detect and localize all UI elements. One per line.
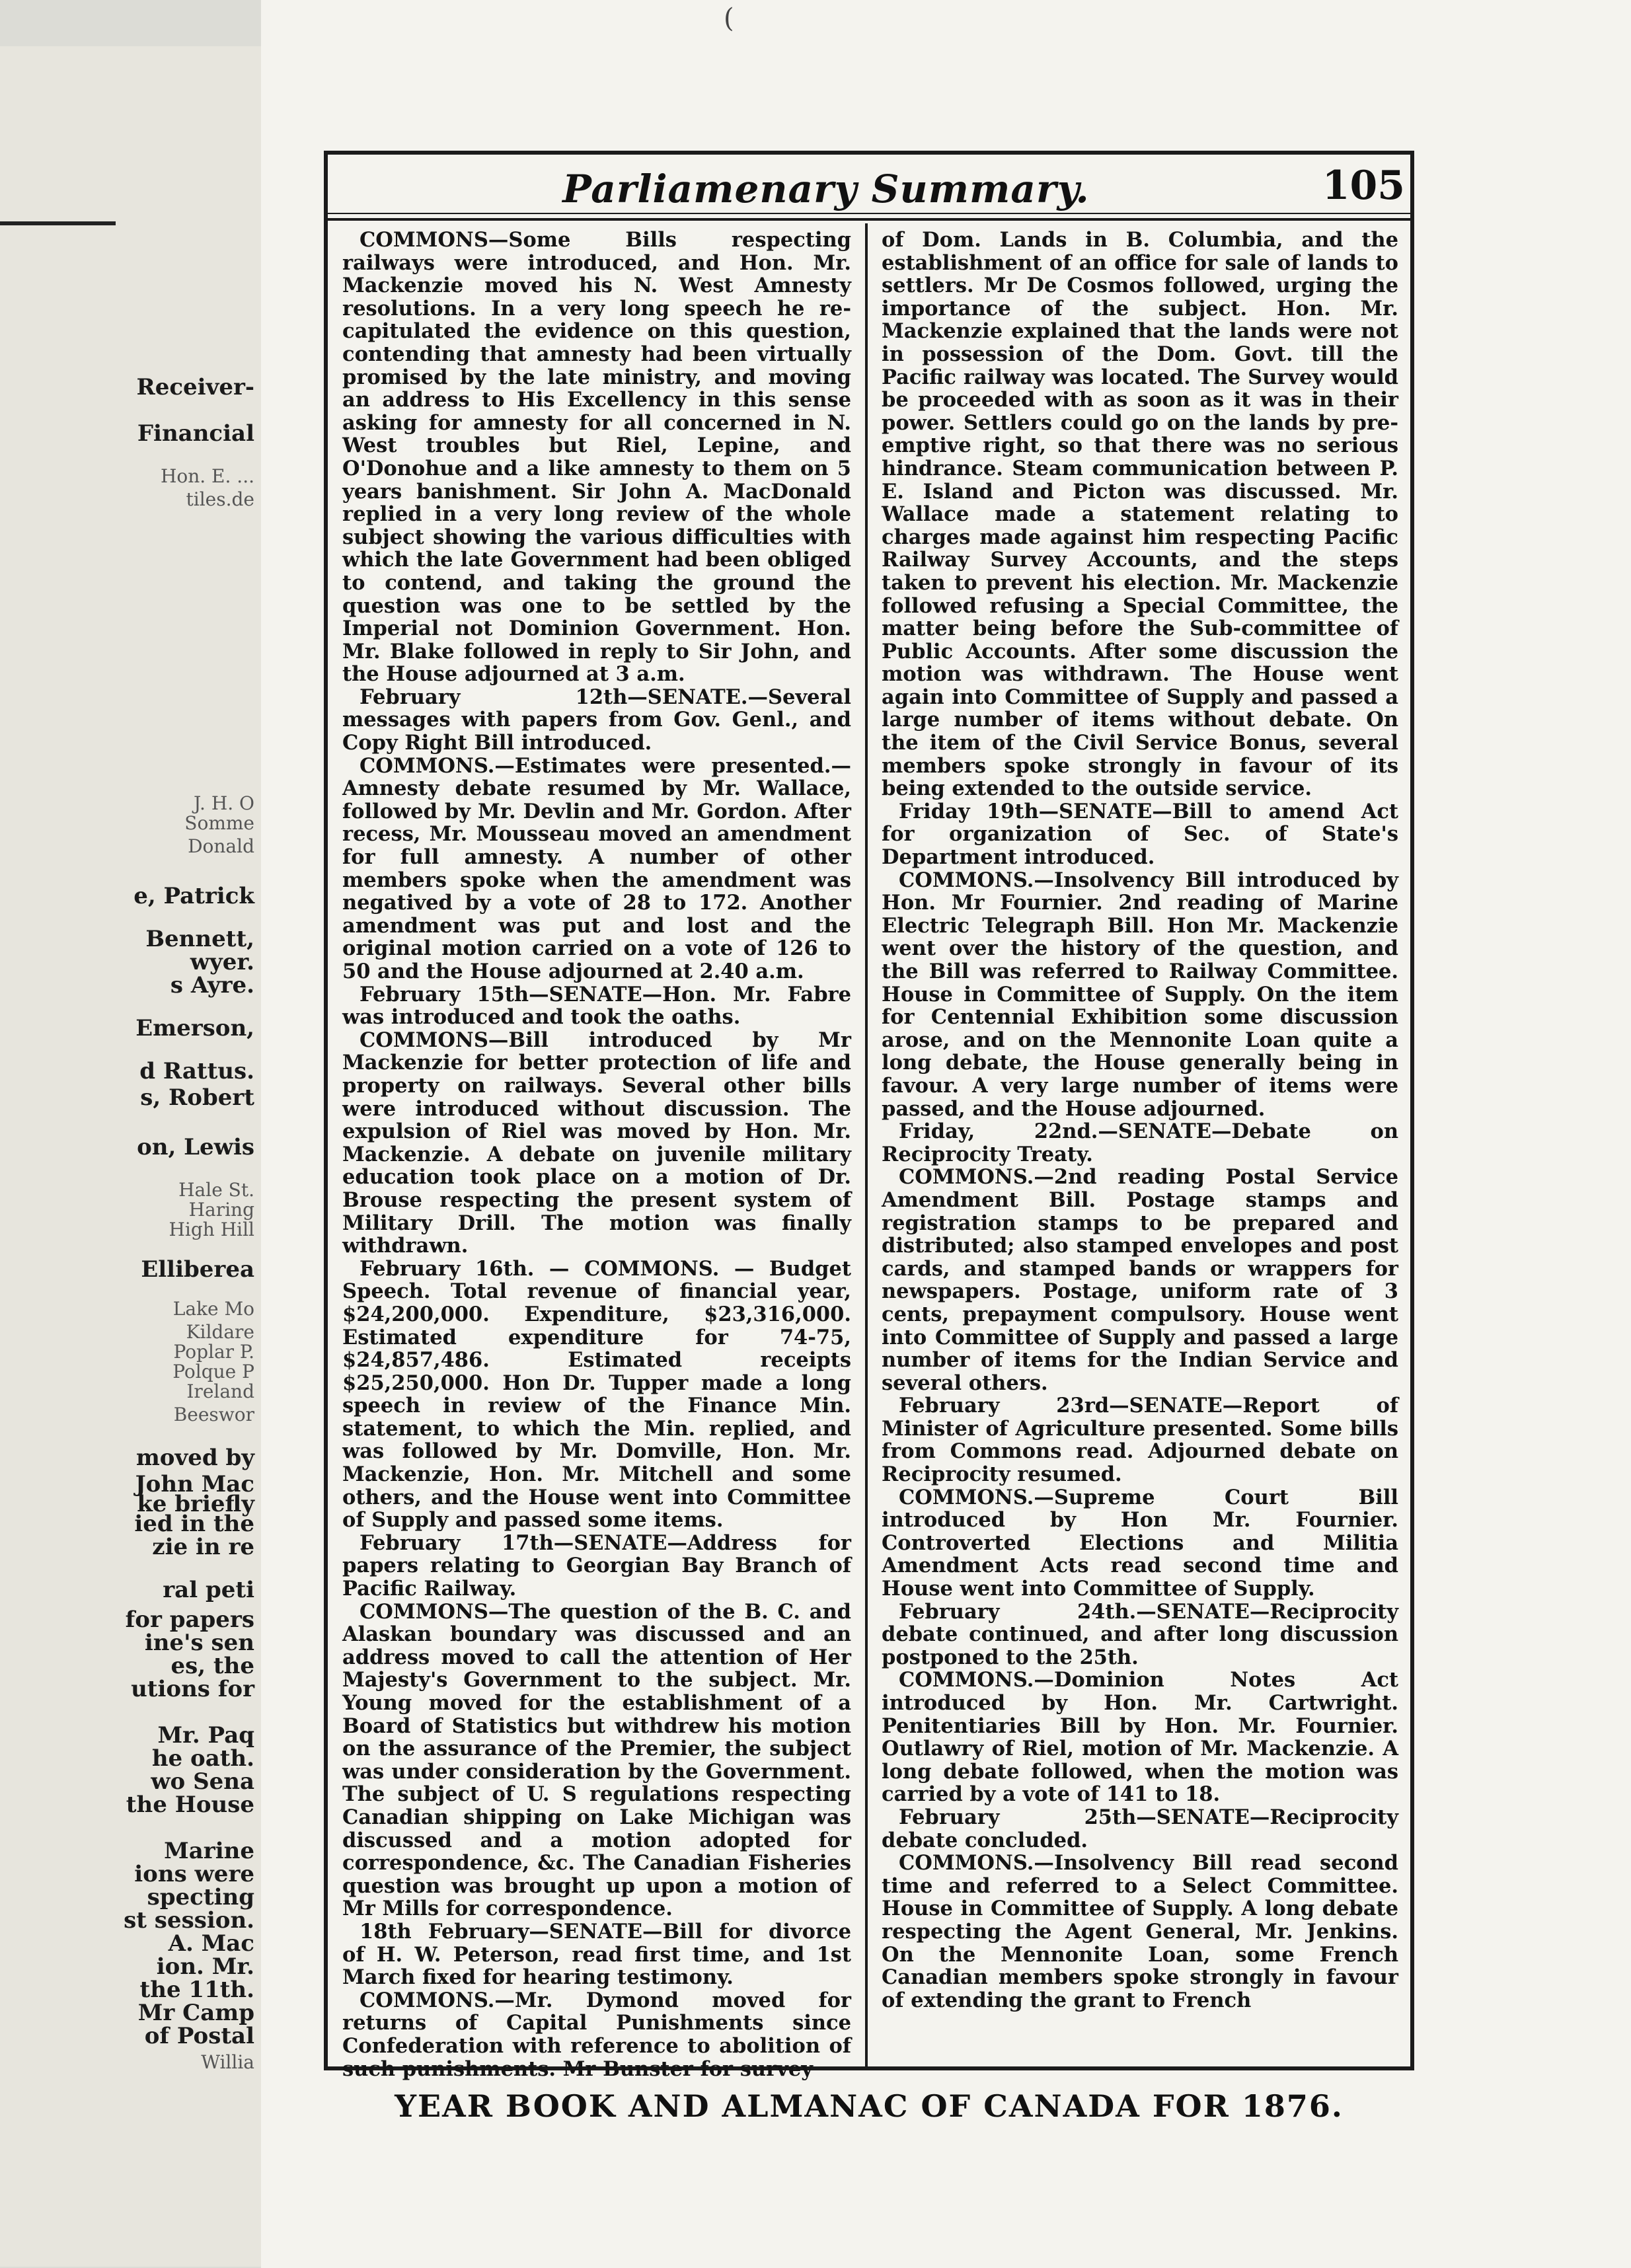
previous-page-line: st session. — [124, 1907, 254, 1934]
paragraph: February 17th—SENATE—Address for papers relating to Georgian Bay Branch of Pacific Railway. — [342, 1531, 851, 1601]
paragraph: February 16th. — COMMONS. — Budget Speech. Total revenue of financial year, $24,200,000. Expenditure, $23,316,000. Estimated expenditure for 74-75, $24,857,486. Estimated receipts $25,250,000. Hon Dr. Tupper made a long speech in review of the Finance Min. statement, to which the Min. replied, and was followed by Mr. Domville, Hon. Mr. Mackenzie, Hon. Mr. Mitchell and some others, and the House went into Committee of Supply and passed some items. — [342, 1256, 851, 1532]
previous-page-line: Elliberea — [141, 1256, 254, 1283]
previous-page-line: ion. Mr. — [156, 1953, 254, 1980]
previous-page-rule — [0, 221, 116, 225]
right-column — [882, 229, 1398, 2055]
left-column — [342, 228, 851, 2081]
previous-page-line: Emerson, — [135, 1015, 254, 1041]
previous-page-line: ke briefly — [137, 1491, 254, 1517]
page — [261, 0, 1631, 2268]
previous-page-line: ions were — [134, 1861, 254, 1887]
paragraph: Friday 19th—SENATE—Bill to amend Act for organization of Sec. of State's Department introduced. — [882, 799, 1398, 870]
paragraph: COMMONS.—Insolvency Bill read second time and referred to a Select Committee. House in Committee of Supply. A long debate respecting the Agent General, Mr. Jenkins. On the Mennonite Loan, some French Canadian members spoke strongly in favour of extending the grant to French — [882, 1851, 1398, 2012]
previous-page-line: zie in re — [152, 1534, 254, 1560]
paragraph: February 24th.—SENATE—Reciprocity debate continued, and after long discussion postponed to the 25th. — [882, 1599, 1398, 1669]
previous-page-line: for papers — [125, 1606, 254, 1633]
paragraph: of Dom. Lands in B. Columbia, and the establishment of an office for sale of lands to settlers. Mr De Cosmos followed, urging the importance of the subject. Hon. Mr. Mackenzie explained that the lands were not in possession of the Dom. Govt. till the Pacific railway was located. The Survey would be proceeded with as soon as it was in their power. Settlers could go on the lands by pre-emptive right, so that there was no serious hindrance. Steam communication between P. E. Island and Picton was discussed. Mr. Wallace made a statement relating to charges made against him respecting Pacific Railway Survey Accounts, and the steps taken to prevent his election. Mr. Mackenzie followed refusing a Special Committee, the matter being before the Sub-committee of Public Accounts. After some discussion the motion was withdrawn. The House went again into Committee of Supply and passed a large number of items without debate. On the item of the Civil Service Bonus, several members spoke strongly in favour of its being extended to the outside service. — [882, 228, 1398, 801]
page-footer: YEAR BOOK AND ALMANAC OF CANADA FOR 1876. — [395, 2088, 1344, 2124]
running-title: Parliamenary Summary. — [562, 167, 1090, 211]
previous-page-line: Hon. E. ... — [160, 465, 254, 487]
paragraph: COMMONS.—Dominion Notes Act introduced by Hon. Mr. Cartwright. Penitentiaries Bill by Hon. Mr. Fournier. Outlawry of Riel, motion of Mr. Mackenzie. A long debate followed, when the motion was carried by a vote of 141 to 18. — [882, 1668, 1398, 1807]
previous-page-line: Marine — [164, 1838, 254, 1864]
paragraph: February 12th—SENATE.—Several messages with papers from Gov. Genl., and Copy Right Bill introduced. — [342, 685, 851, 755]
previous-page-line: ied in the — [134, 1511, 254, 1537]
previous-page-line: ral peti — [163, 1577, 254, 1603]
page-number: 105 — [1322, 163, 1405, 209]
paragraph: Friday, 22nd.—SENATE—Debate on Reciprocity Treaty. — [882, 1119, 1398, 1166]
page-header — [328, 155, 1410, 221]
previous-page-line: Donald — [188, 835, 254, 857]
previous-page-line: the 11th. — [139, 1977, 254, 2003]
paragraph: COMMONS.—2nd reading Postal Service Amendment Bill. Postage stamps and registration stamps to be prepared and distributed; also stamped envelopes and post cards, and stamped bands or wrappers for newspapers. Postage, uniform rate of 3 cents, prepayment compulsory. House went into Committee of Supply and passed a large number of items for the Indian Service and several others. — [882, 1165, 1398, 1395]
previous-page-line: Beeswor — [173, 1404, 254, 1425]
previous-page-line: Mr Camp — [137, 2000, 254, 2026]
previous-page-line: Polque P — [172, 1361, 254, 1382]
previous-page-line: d Rattus. — [139, 1058, 254, 1084]
paragraph: COMMONS.—Estimates were presented.—Amnesty debate resumed by Mr. Wallace, followed by Mr. Devlin and Mr. Gordon. After recess, Mr. Mousseau moved an amendment for full amnesty. A number of other members spoke when the amendment was negatived by a vote of 28 to 172. Another amendment was put and lost and the original motion carried on a vote of 126 to 50 and the House adjourned at 2.40 a.m. — [342, 753, 851, 983]
previous-page-line: on, Lewis — [137, 1134, 254, 1160]
paragraph: COMMONS.—Insolvency Bill introduced by Hon. Mr Fournier. 2nd reading of Marine Electric Telegraph Bill. Hon Mr. Mackenzie went over the history of the question, and the Bill was referred to Railway Committee. House in Committee of Supply. On the item for Centennial Exhibition some discussion arose, and on the Mennonite Loan quite a long debate, the House generally being in favour. A very large number of items were passed, and the House adjourned. — [882, 868, 1398, 1121]
previous-page-fragment — [0, 46, 265, 2267]
paragraph: February 25th—SENATE—Reciprocity debate concluded. — [882, 1805, 1398, 1852]
previous-page-line: Hale St. — [178, 1179, 254, 1201]
top-mark: ( — [724, 3, 734, 34]
previous-page-line: Financial — [137, 420, 254, 447]
previous-page-line: specting — [147, 1884, 254, 1910]
paragraph: COMMONS.—Supreme Court Bill introduced by Hon Mr. Fournier. Controverted Elections and Militia Amendment Acts read second time and House went into Committee of Supply. — [882, 1485, 1398, 1601]
previous-page-line: Bennett, — [145, 926, 254, 952]
previous-page-line: ine's sen — [144, 1630, 254, 1656]
previous-page-line: Ireland — [186, 1380, 254, 1402]
previous-page-line: of Postal — [144, 2023, 254, 2049]
paragraph: COMMONS—The question of the B. C. and Alaskan boundary was discussed and an address moved to call the attention of Her Majesty's Government to the subject. Mr. Young moved for the establishment of a Board of Statistics but withdrew his motion on the assurance of the Premier, the subject was under consideration by the Government. The subject of U. S regulations respecting Canadian shipping on Lake Michigan was discussed and a motion adopted for correspondence, &c. The Canadian Fisheries question was brought up upon a motion of Mr Mills for correspondence. — [342, 1599, 851, 1921]
previous-page-line: Haring — [188, 1199, 254, 1221]
previous-page-line: wyer. — [190, 949, 254, 975]
paragraph: COMMONS.—Mr. Dymond moved for returns of Capital Punishments since Confederation with reference to abolition of such punishments. Mr Bunster for survey — [342, 1988, 851, 2081]
previous-page-line: Kildare — [186, 1321, 254, 1343]
previous-page-line: s Ayre. — [170, 972, 254, 999]
previous-page-line: es, the — [171, 1653, 254, 1679]
previous-page-line: John Mac — [135, 1471, 254, 1497]
previous-page-line: moved by — [135, 1445, 254, 1471]
previous-page-line: A. Mac — [168, 1930, 254, 1957]
paragraph: February 23rd—SENATE—Report of Minister of Agriculture presented. Some bills from Commons read. Adjourned debate on Reciprocity resumed. — [882, 1394, 1398, 1487]
previous-page-line: High Hill — [169, 1219, 254, 1240]
paragraph: COMMONS—Some Bills respecting railways were introduced, and Hon. Mr. Mackenzie moved his N. West Amnesty resolutions. In a very long speech he re-capitulated the evidence on this question, contending that amnesty had been virtually promised by the late ministry, and moving an address to His Excellency in this sense asking for amnesty for all concerned in N. West troubles but Riel, Lepine, and O'Donohue and a like amnesty to them on 5 years banishment. Sir John A. MacDonald replied in a very long review of the whole subject showing the various difficulties with which the late Government had been obliged to contend, and taking the ground the question was one to be settled by the Imperial not Dominion Government. Hon. Mr. Blake followed in reply to Sir John, and the House adjourned at 3 a.m. — [342, 228, 851, 687]
previous-page-line: he oath. — [151, 1745, 254, 1772]
previous-page-line: Receiver- — [136, 374, 254, 400]
paragraph: February 15th—SENATE—Hon. Mr. Fabre was introduced and took the oaths. — [342, 982, 851, 1030]
header-rule — [328, 213, 1410, 214]
column-divider — [865, 223, 868, 2066]
previous-page-line: the House — [126, 1792, 254, 1818]
page-frame — [324, 151, 1414, 2081]
previous-page-line: J. H. O — [193, 792, 254, 814]
previous-page-line: Mr. Paq — [157, 1722, 254, 1749]
previous-page-line: Poplar P. — [173, 1341, 254, 1363]
previous-page-line: e, Patrick — [133, 883, 254, 909]
previous-page-line: utions for — [131, 1676, 254, 1702]
previous-page-line: s, Robert — [140, 1084, 254, 1111]
previous-page-line: tiles.de — [186, 488, 254, 510]
previous-page-line: Lake Mo — [172, 1298, 254, 1320]
previous-page-line: Willia — [201, 2051, 254, 2073]
previous-page-line: wo Sena — [151, 1768, 254, 1795]
previous-page-line: Somme — [184, 812, 254, 834]
paragraph: COMMONS—Bill introduced by Mr Mackenzie for better protection of life and property on railways. Several other bills were introduced without discussion. The expulsion of Riel was moved by Hon. Mr. Mackenzie. A debate on juvenile military education took place on a motion of Dr. Brouse respecting the present system of Military Drill. The motion was finally withdrawn. — [342, 1028, 851, 1258]
paragraph: 18th February—SENATE—Bill for divorce of H. W. Peterson, read first time, and 1st March fixed for hearing testimony. — [342, 1919, 851, 1990]
